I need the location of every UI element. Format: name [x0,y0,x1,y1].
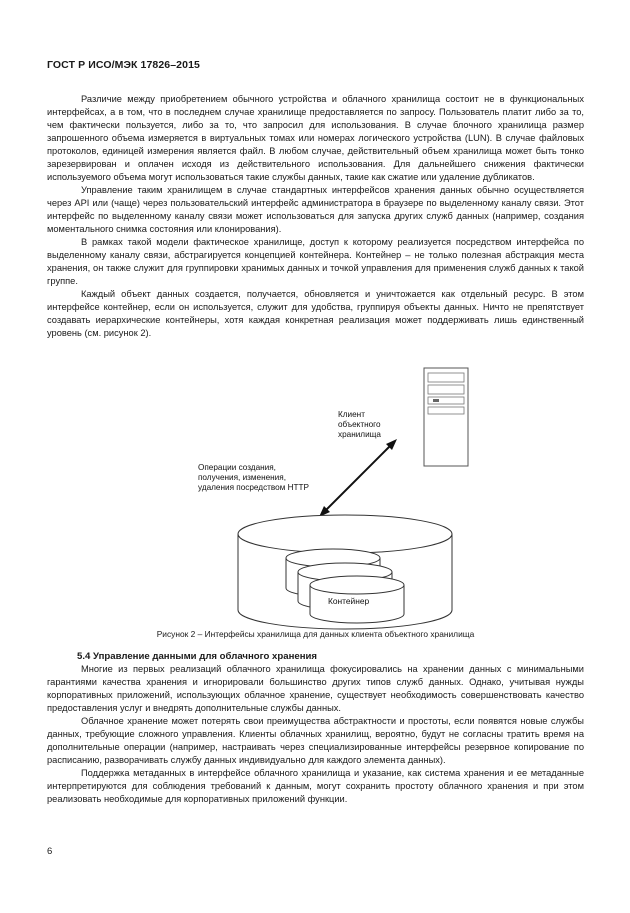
paragraph: Поддержка метаданных в интерфейсе облачного хранилища и указание, как система хранения и ее метаданные интерпретируются для соблюдения требований к данным, могут сохранить простоту облачного хранения и при этом реализовать необходимые для корпоративных приложений функции. [47,768,584,804]
server-icon [424,368,468,466]
paragraph: Управление таким хранилищем в случае стандартных интерфейсов хранения данных обычно осуществляется через API или (чаще) через пользовательский интерфейс администратора в браузере по выделенному каналу связи. Этот интерфейс по выделенному каналу связи может использоваться для запуска других служб данных (например, создания моментального снимка состояния или клонирования). [47,185,584,234]
figure-diagram [150,360,490,635]
paragraph: В рамках такой модели фактическое хранилище, доступ к которому реализуется посредством интерфейса по выделенному каналу связи, абстрагируется концепцией контейнера. Контейнер – не только полезная абстракция места хранения, он также служит для группировки хранимых данных и точкой управления для применения служб данных к такой группе. [47,237,584,286]
double-arrow-icon [319,439,397,517]
document-header: ГОСТ Р ИСО/МЭК 17826–2015 [47,59,200,71]
body-text-top [47,93,584,340]
paragraph: Каждый объект данных создается, получается, обновляется и уничтожается как отдельный ресурс. В этом интерфейсе контейнер, если он используется, служит для удобства, группируя объекты данных. Ничто не препятствует создавать иерархические контейнеры, хотя каждая конкретная реализация может поддерживать лишь единственный уровень (см. рисунок 2). [47,289,584,338]
body-text-section [47,650,584,806]
operations-label: Операции создания, получения, изменения, удаления посредством HTTP [198,463,310,492]
paragraph: Облачное хранение может потерять свои преимущества абстрактности и простоты, если появятся новые службы данных, требующие сложного управления. Клиенты облачных хранилищ, вероятно, будут не согласны тратить время на дополнительные операции (например, настраивать через специализированные интерфейсы резервное копирование по расписанию, разворачивать службу данных индивидуально для каждого элемента данных). [47,716,584,765]
paragraph: Многие из первых реализаций облачного хранилища фокусировались на хранении данных с минимальными гарантиями качества хранения и игнорировали большинство других типов служб данных. Однако, учитывая нужды корпоративных приложений, использующих облачное хранение, существует необходимость совершенствовать качество предоставления услуг и внедрять дополнительные службы данных. [47,664,584,713]
paragraph: Различие между приобретением обычного устройства и облачного хранилища состоит не в функциональных интерфейсах, а в том, что в последнем случае хранилище предоставляется по запросу. Пользователь платит либо за то, чем фактически пользуется, либо за то, что запросил для использования. В случае блочного хранилища размер запрошенного объема измеряется в виртуальных томах или номерах логического устройства (LUN). В случае файловых протоколов, единицей измерения является файл. В любом случае, действительный объем хранилища может быть тонко зарезервирован и оплачен исходя из действительного использования. Для дальнейшего снижения фактически используемого объема могут использоваться такие службы данных, такие как сжатие или удаление дубликатов. [47,94,584,182]
container-label: Контейнер [328,596,370,606]
section-title: 5.4 Управление данными для облачного хранения [77,651,317,662]
figure-caption: Рисунок 2 – Интерфейсы хранилища для данных клиента объектного хранилища [156,629,475,639]
figure-object-storage [150,360,490,635]
client-label: Клиент объектного хранилища [338,410,381,439]
page-number: 6 [47,846,53,857]
